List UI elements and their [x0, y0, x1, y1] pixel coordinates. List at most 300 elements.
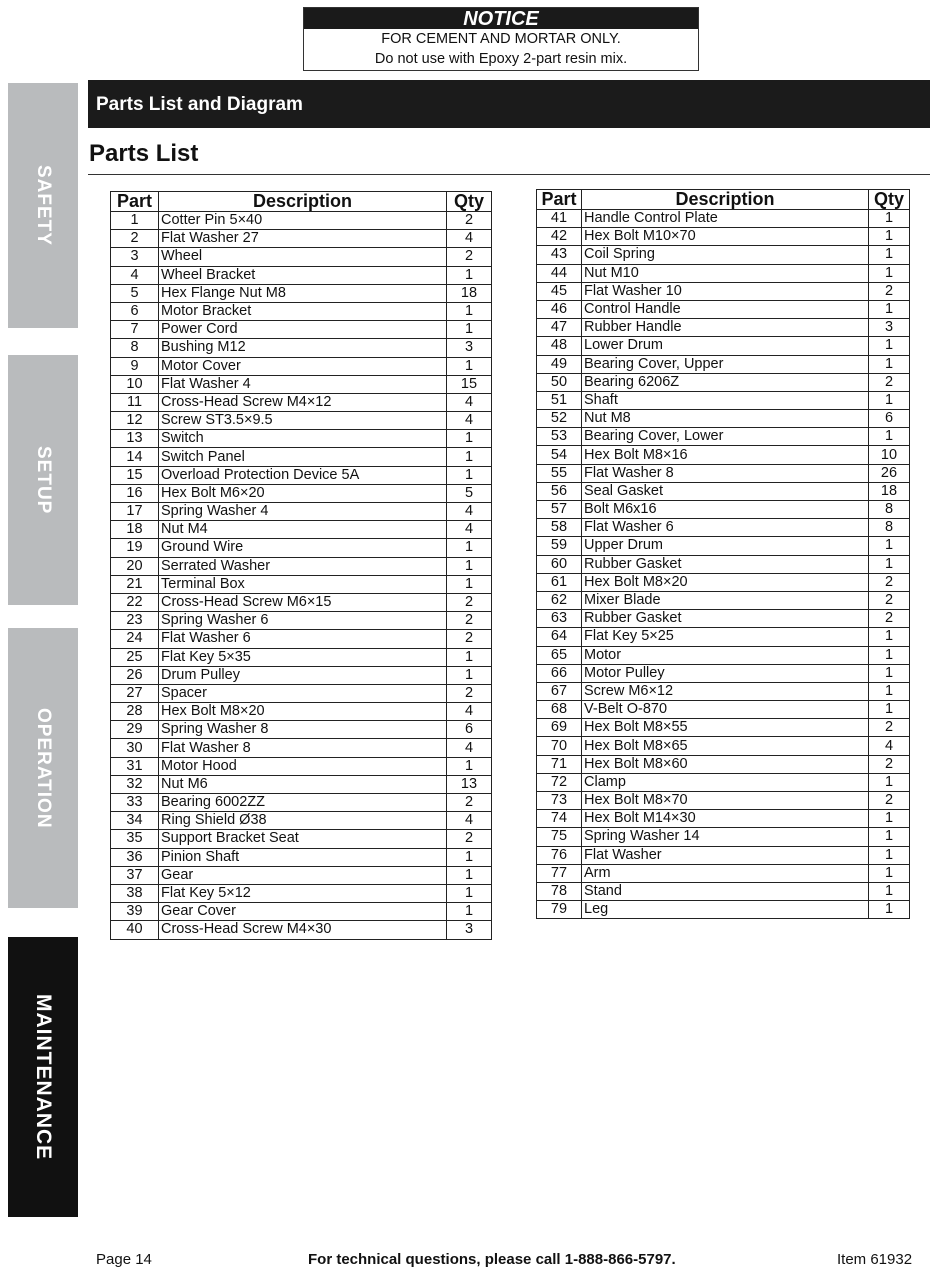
- part-number: 33: [111, 794, 159, 812]
- part-qty: 8: [869, 501, 910, 519]
- table-row: [111, 648, 492, 666]
- part-description: Motor Bracket: [159, 302, 447, 320]
- part-qty: 2: [869, 573, 910, 591]
- part-description: Control Handle: [582, 300, 869, 318]
- part-number: 14: [111, 448, 159, 466]
- part-number: 11: [111, 393, 159, 411]
- part-qty: 1: [447, 302, 492, 320]
- part-description: Upper Drum: [582, 537, 869, 555]
- part-qty: 1: [447, 539, 492, 557]
- part-description: Spring Washer 6: [159, 612, 447, 630]
- part-description: Spring Washer 8: [159, 721, 447, 739]
- part-number: 28: [111, 703, 159, 721]
- part-qty: 5: [447, 484, 492, 502]
- table-row: [111, 321, 492, 339]
- table-row: [111, 284, 492, 302]
- part-number: 65: [537, 646, 582, 664]
- part-description: Flat Washer 6: [159, 630, 447, 648]
- part-description: Hex Bolt M6×20: [159, 484, 447, 502]
- part-number: 1: [111, 212, 159, 230]
- part-qty: 26: [869, 464, 910, 482]
- part-qty: 6: [447, 721, 492, 739]
- part-number: 44: [537, 264, 582, 282]
- part-description: Rubber Gasket: [582, 555, 869, 573]
- part-qty: 1: [869, 810, 910, 828]
- part-number: 46: [537, 300, 582, 318]
- part-description: Flat Key 5×12: [159, 884, 447, 902]
- part-qty: 2: [447, 830, 492, 848]
- part-description: Flat Washer 4: [159, 375, 447, 393]
- table-row: [111, 448, 492, 466]
- part-number: 20: [111, 557, 159, 575]
- part-number: 37: [111, 866, 159, 884]
- part-description: Spring Washer 14: [582, 828, 869, 846]
- table-row: [537, 737, 910, 755]
- part-qty: 2: [447, 212, 492, 230]
- part-number: 71: [537, 755, 582, 773]
- part-qty: 1: [447, 557, 492, 575]
- table-row: [537, 773, 910, 791]
- table-row: [111, 666, 492, 684]
- part-description: Flat Key 5×25: [582, 628, 869, 646]
- table-row: [537, 537, 910, 555]
- part-qty: 15: [447, 375, 492, 393]
- part-qty: 1: [869, 246, 910, 264]
- part-number: 32: [111, 775, 159, 793]
- side-tab-label: OPERATION: [33, 707, 54, 829]
- table-row: [537, 319, 910, 337]
- technical-contact: For technical questions, please call 1-888-866-5797.: [308, 1251, 676, 1268]
- part-number: 56: [537, 482, 582, 500]
- part-description: Nut M6: [159, 775, 447, 793]
- part-qty: 4: [447, 739, 492, 757]
- part-qty: 3: [447, 339, 492, 357]
- part-qty: 4: [447, 703, 492, 721]
- part-qty: 3: [869, 319, 910, 337]
- part-qty: 2: [869, 610, 910, 628]
- part-number: 45: [537, 282, 582, 300]
- table-row: [111, 466, 492, 484]
- part-number: 70: [537, 737, 582, 755]
- part-number: 62: [537, 591, 582, 609]
- part-description: Serrated Washer: [159, 557, 447, 575]
- column-header-description: Description: [582, 190, 869, 210]
- part-qty: 1: [869, 901, 910, 919]
- table-row: [111, 812, 492, 830]
- part-number: 41: [537, 210, 582, 228]
- part-number: 34: [111, 812, 159, 830]
- page-number: Page 14: [96, 1251, 152, 1268]
- table-row: [537, 264, 910, 282]
- column-header-part: Part: [537, 190, 582, 210]
- part-number: 76: [537, 846, 582, 864]
- part-number: 7: [111, 321, 159, 339]
- part-number: 75: [537, 828, 582, 846]
- part-qty: 1: [447, 321, 492, 339]
- part-qty: 4: [447, 230, 492, 248]
- table-row: [537, 792, 910, 810]
- title-divider: [88, 174, 930, 175]
- part-qty: 1: [869, 864, 910, 882]
- part-qty: 1: [447, 884, 492, 902]
- part-description: Motor Hood: [159, 757, 447, 775]
- table-row: [111, 612, 492, 630]
- part-description: Lower Drum: [582, 337, 869, 355]
- table-row: [537, 828, 910, 846]
- part-qty: 1: [869, 210, 910, 228]
- part-number: 12: [111, 412, 159, 430]
- part-qty: 1: [869, 882, 910, 900]
- column-header-part: Part: [111, 192, 159, 212]
- part-qty: 18: [447, 284, 492, 302]
- part-description: Ground Wire: [159, 539, 447, 557]
- part-description: Pinion Shaft: [159, 848, 447, 866]
- table-row: [111, 503, 492, 521]
- part-qty: 1: [869, 628, 910, 646]
- part-description: Hex Bolt M8×55: [582, 719, 869, 737]
- part-description: Cross-Head Screw M4×30: [159, 921, 447, 939]
- table-row: [111, 375, 492, 393]
- table-row: [111, 357, 492, 375]
- part-description: Support Bracket Seat: [159, 830, 447, 848]
- part-number: 18: [111, 521, 159, 539]
- part-description: Screw ST3.5×9.5: [159, 412, 447, 430]
- part-qty: 10: [869, 446, 910, 464]
- table-row: [111, 739, 492, 757]
- part-description: Power Cord: [159, 321, 447, 339]
- table-row: [537, 628, 910, 646]
- part-description: Cotter Pin 5×40: [159, 212, 447, 230]
- part-qty: 2: [447, 684, 492, 702]
- part-number: 57: [537, 501, 582, 519]
- part-number: 73: [537, 792, 582, 810]
- side-tab-setup: [8, 355, 78, 605]
- part-description: Wheel Bracket: [159, 266, 447, 284]
- part-number: 72: [537, 773, 582, 791]
- table-row: [111, 212, 492, 230]
- table-row: [111, 593, 492, 611]
- part-description: Hex Flange Nut M8: [159, 284, 447, 302]
- table-row: [537, 610, 910, 628]
- part-number: 9: [111, 357, 159, 375]
- table-row: [537, 228, 910, 246]
- part-description: Leg: [582, 901, 869, 919]
- part-description: Cross-Head Screw M6×15: [159, 593, 447, 611]
- table-row: [111, 721, 492, 739]
- page-title: Parts List: [89, 140, 199, 167]
- part-number: 27: [111, 684, 159, 702]
- table-header-row: [537, 190, 910, 210]
- part-qty: 3: [447, 921, 492, 939]
- part-number: 2: [111, 230, 159, 248]
- part-number: 51: [537, 391, 582, 409]
- table-row: [111, 794, 492, 812]
- part-qty: 1: [869, 646, 910, 664]
- table-row: [537, 355, 910, 373]
- part-qty: 1: [869, 355, 910, 373]
- part-qty: 1: [869, 664, 910, 682]
- table-row: [111, 848, 492, 866]
- part-number: 15: [111, 466, 159, 484]
- part-number: 69: [537, 719, 582, 737]
- part-qty: 1: [869, 701, 910, 719]
- part-number: 59: [537, 537, 582, 555]
- part-number: 64: [537, 628, 582, 646]
- part-number: 25: [111, 648, 159, 666]
- part-number: 67: [537, 682, 582, 700]
- table-row: [537, 555, 910, 573]
- part-description: Bearing Cover, Lower: [582, 428, 869, 446]
- part-description: Hex Bolt M8×20: [582, 573, 869, 591]
- table-row: [111, 248, 492, 266]
- table-row: [537, 719, 910, 737]
- part-number: 16: [111, 484, 159, 502]
- part-number: 40: [111, 921, 159, 939]
- part-number: 17: [111, 503, 159, 521]
- notice-box: [303, 7, 699, 71]
- table-row: [537, 901, 910, 919]
- part-description: Hex Bolt M8×70: [582, 792, 869, 810]
- table-row: [537, 682, 910, 700]
- part-qty: 4: [869, 737, 910, 755]
- part-qty: 1: [447, 266, 492, 284]
- part-qty: 1: [447, 357, 492, 375]
- part-description: Hex Bolt M8×20: [159, 703, 447, 721]
- part-qty: 1: [869, 828, 910, 846]
- table-row: [537, 501, 910, 519]
- part-description: Stand: [582, 882, 869, 900]
- part-description: Spring Washer 4: [159, 503, 447, 521]
- part-description: Flat Washer 6: [582, 519, 869, 537]
- part-number: 3: [111, 248, 159, 266]
- table-row: [111, 266, 492, 284]
- side-tab-label: MAINTENANCE: [32, 993, 55, 1161]
- parts-table-left: [110, 191, 492, 940]
- part-description: Arm: [582, 864, 869, 882]
- part-description: Nut M10: [582, 264, 869, 282]
- part-qty: 1: [869, 391, 910, 409]
- part-description: Switch Panel: [159, 448, 447, 466]
- table-row: [537, 846, 910, 864]
- part-number: 66: [537, 664, 582, 682]
- part-description: Drum Pulley: [159, 666, 447, 684]
- part-description: Flat Washer: [582, 846, 869, 864]
- table-row: [537, 701, 910, 719]
- part-qty: 1: [447, 648, 492, 666]
- part-number: 4: [111, 266, 159, 284]
- column-header-qty: Qty: [869, 190, 910, 210]
- part-qty: 1: [869, 773, 910, 791]
- part-qty: 1: [869, 846, 910, 864]
- part-number: 52: [537, 410, 582, 428]
- item-number: Item 61932: [837, 1251, 913, 1268]
- table-row: [537, 864, 910, 882]
- part-description: Mixer Blade: [582, 591, 869, 609]
- part-number: 10: [111, 375, 159, 393]
- part-number: 21: [111, 575, 159, 593]
- part-qty: 2: [447, 248, 492, 266]
- part-description: Flat Key 5×35: [159, 648, 447, 666]
- table-row: [537, 519, 910, 537]
- table-row: [111, 484, 492, 502]
- part-description: Clamp: [582, 773, 869, 791]
- part-description: Rubber Handle: [582, 319, 869, 337]
- part-number: 39: [111, 903, 159, 921]
- table-row: [111, 884, 492, 902]
- part-description: Cross-Head Screw M4×12: [159, 393, 447, 411]
- column-header-qty: Qty: [447, 192, 492, 212]
- part-qty: 4: [447, 393, 492, 411]
- side-tab-operation: [8, 628, 78, 908]
- table-row: [111, 575, 492, 593]
- part-description: Shaft: [582, 391, 869, 409]
- part-qty: 4: [447, 503, 492, 521]
- table-row: [537, 646, 910, 664]
- part-description: Nut M8: [582, 410, 869, 428]
- part-qty: 2: [869, 755, 910, 773]
- table-row: [111, 430, 492, 448]
- table-row: [111, 866, 492, 884]
- part-qty: 1: [447, 430, 492, 448]
- table-row: [111, 393, 492, 411]
- part-number: 74: [537, 810, 582, 828]
- table-row: [111, 903, 492, 921]
- part-number: 42: [537, 228, 582, 246]
- part-description: Screw M6×12: [582, 682, 869, 700]
- table-row: [111, 775, 492, 793]
- part-qty: 1: [869, 300, 910, 318]
- part-number: 26: [111, 666, 159, 684]
- part-number: 38: [111, 884, 159, 902]
- table-row: [111, 921, 492, 939]
- part-number: 60: [537, 555, 582, 573]
- part-qty: 1: [447, 848, 492, 866]
- part-qty: 1: [447, 448, 492, 466]
- table-row: [537, 464, 910, 482]
- table-row: [537, 391, 910, 409]
- table-row: [537, 210, 910, 228]
- part-description: Bearing 6206Z: [582, 373, 869, 391]
- part-number: 31: [111, 757, 159, 775]
- part-qty: 1: [447, 903, 492, 921]
- part-qty: 13: [447, 775, 492, 793]
- notice-line-1: FOR CEMENT AND MORTAR ONLY.: [381, 31, 621, 47]
- part-qty: 2: [869, 591, 910, 609]
- part-description: Flat Washer 8: [159, 739, 447, 757]
- table-row: [537, 755, 910, 773]
- table-row: [537, 410, 910, 428]
- part-qty: 1: [869, 537, 910, 555]
- column-header-description: Description: [159, 192, 447, 212]
- part-qty: 1: [447, 866, 492, 884]
- part-description: Bushing M12: [159, 339, 447, 357]
- notice-heading: NOTICE: [304, 8, 698, 29]
- part-qty: 1: [869, 555, 910, 573]
- part-number: 30: [111, 739, 159, 757]
- section-header-bar: Parts List and Diagram: [88, 80, 930, 128]
- part-qty: 2: [447, 593, 492, 611]
- part-number: 58: [537, 519, 582, 537]
- part-number: 6: [111, 302, 159, 320]
- part-number: 54: [537, 446, 582, 464]
- part-description: Handle Control Plate: [582, 210, 869, 228]
- table-row: [537, 246, 910, 264]
- part-qty: 1: [447, 466, 492, 484]
- part-description: Nut M4: [159, 521, 447, 539]
- table-row: [537, 446, 910, 464]
- part-number: 29: [111, 721, 159, 739]
- part-description: Rubber Gasket: [582, 610, 869, 628]
- part-qty: 2: [869, 282, 910, 300]
- part-qty: 2: [869, 719, 910, 737]
- part-description: Hex Bolt M14×30: [582, 810, 869, 828]
- part-description: Bolt M6x16: [582, 501, 869, 519]
- notice-line-2: Do not use with Epoxy 2-part resin mix.: [374, 51, 628, 67]
- part-qty: 8: [869, 519, 910, 537]
- side-tab-maintenance: [8, 937, 78, 1217]
- table-row: [537, 373, 910, 391]
- part-description: Spacer: [159, 684, 447, 702]
- part-number: 63: [537, 610, 582, 628]
- part-number: 19: [111, 539, 159, 557]
- part-number: 43: [537, 246, 582, 264]
- part-number: 78: [537, 882, 582, 900]
- table-row: [111, 557, 492, 575]
- part-description: Flat Washer 27: [159, 230, 447, 248]
- table-row: [537, 482, 910, 500]
- part-number: 47: [537, 319, 582, 337]
- table-row: [111, 684, 492, 702]
- part-description: Motor Pulley: [582, 664, 869, 682]
- table-row: [111, 521, 492, 539]
- part-qty: 2: [447, 794, 492, 812]
- part-qty: 1: [869, 264, 910, 282]
- part-number: 22: [111, 593, 159, 611]
- part-description: Wheel: [159, 248, 447, 266]
- part-qty: 2: [869, 792, 910, 810]
- part-qty: 2: [869, 373, 910, 391]
- part-qty: 18: [869, 482, 910, 500]
- part-qty: 2: [447, 612, 492, 630]
- part-number: 48: [537, 337, 582, 355]
- part-number: 77: [537, 864, 582, 882]
- table-row: [537, 300, 910, 318]
- parts-table-right: [536, 189, 910, 919]
- table-row: [111, 302, 492, 320]
- table-row: [537, 428, 910, 446]
- part-qty: 6: [869, 410, 910, 428]
- part-description: Coil Spring: [582, 246, 869, 264]
- part-number: 55: [537, 464, 582, 482]
- part-description: Motor Cover: [159, 357, 447, 375]
- part-number: 5: [111, 284, 159, 302]
- part-number: 68: [537, 701, 582, 719]
- part-number: 23: [111, 612, 159, 630]
- part-description: Bearing Cover, Upper: [582, 355, 869, 373]
- table-row: [537, 282, 910, 300]
- part-number: 61: [537, 573, 582, 591]
- part-description: Seal Gasket: [582, 482, 869, 500]
- table-header-row: [111, 192, 492, 212]
- part-description: Gear Cover: [159, 903, 447, 921]
- part-description: Motor: [582, 646, 869, 664]
- part-description: Hex Bolt M10×70: [582, 228, 869, 246]
- part-number: 13: [111, 430, 159, 448]
- part-description: Flat Washer 8: [582, 464, 869, 482]
- part-qty: 2: [447, 630, 492, 648]
- table-row: [111, 703, 492, 721]
- part-qty: 1: [447, 666, 492, 684]
